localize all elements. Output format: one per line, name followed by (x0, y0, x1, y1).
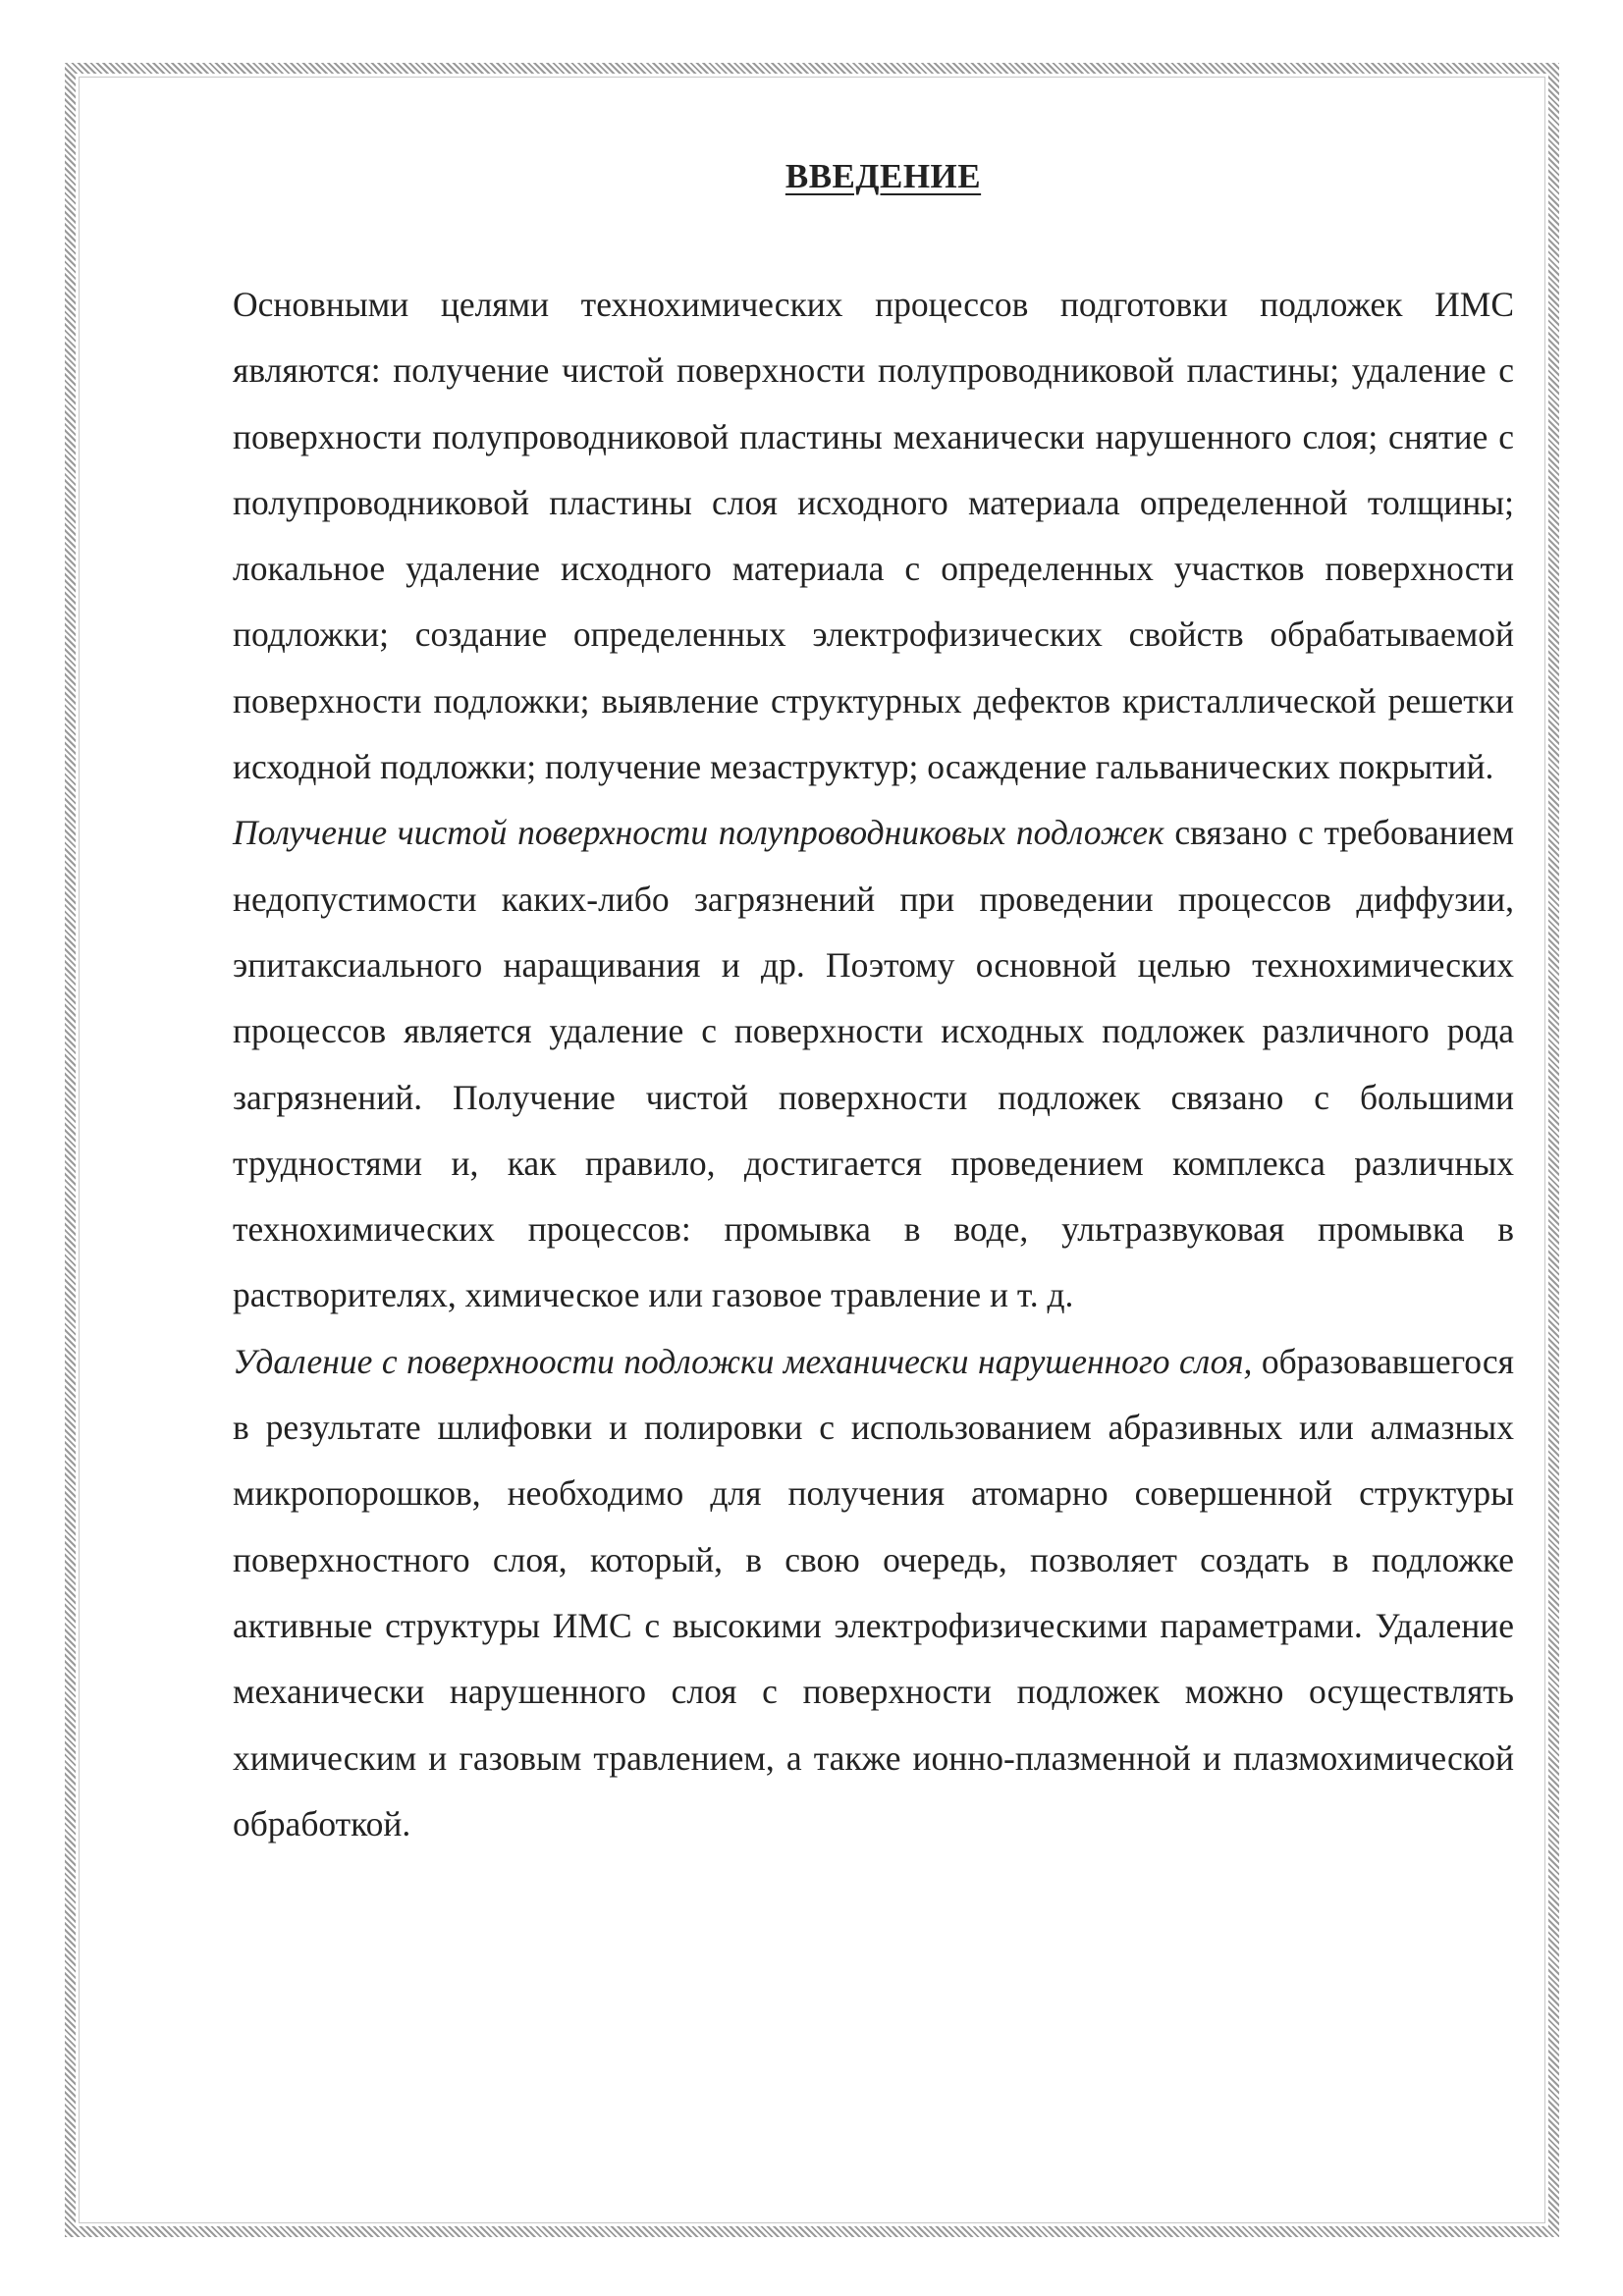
document-body (233, 147, 1514, 1857)
paragraph-clean-surface-text: связано с требованием недопустимости каких-либо загрязнений при проведении процессов диффузии, эпитаксиального наращивания и др. Поэтому основной целью технохимических процессов является удаление с поверхности исходных подложек различного рода загрязнений. Получение чистой поверхности подложек связано с большими трудностями и, как правило, достигается проведением комплекса различных технохимических процессов: промывка в воде, ультразвуковая промывка в растворителях, химическое или газовое травление и т. д. (233, 813, 1515, 1315)
paragraph-damaged-layer (233, 1329, 1514, 1857)
paragraph-intro (233, 272, 1514, 800)
paragraph-damaged-layer-lead: Удаление с поверхноости подложки механически нарушенного слоя, (233, 1341, 1253, 1381)
paragraph-damaged-layer-text: образовавшегося в результате шлифовки и полировки с использованием абразивных или алмазных микропорошков, необходимо для получения атомарно совершенной структуры поверхностного слоя, который, в свою очередь, позволяет создать в подложке активные структуры ИМС с высокими электрофизическими параметрами. Удаление механически нарушенного слоя с поверхности подложек можно осуществлять химическим и газовым травлением, а также ионно-плазменной и плазмохимической обработкой. (233, 1341, 1514, 1843)
paragraph-clean-surface (233, 800, 1514, 1328)
paragraph-clean-surface-lead: Получение чистой поверхности полупроводниковых подложек (233, 813, 1164, 853)
document-heading: ВВЕДЕНИЕ (784, 157, 982, 195)
paragraph-intro-text: Основными целями технохимических процессов подготовки подложек ИМС являются: получение чистой поверхности полупроводниковой пластины; удаление с поверхности полупроводниковой пластины механически нарушенного слоя; снятие с полупроводниковой пластины слоя исходного материала определенной толщины; локальное удаление исходного материала с определенных участков поверхности подложки; создание определенных электрофизических свойств обрабатываемой поверхности подложки; выявление структурных дефектов кристаллической решетки исходной подложки; получение мезаструктур; осаждение гальванических покрытий. (233, 285, 1514, 787)
